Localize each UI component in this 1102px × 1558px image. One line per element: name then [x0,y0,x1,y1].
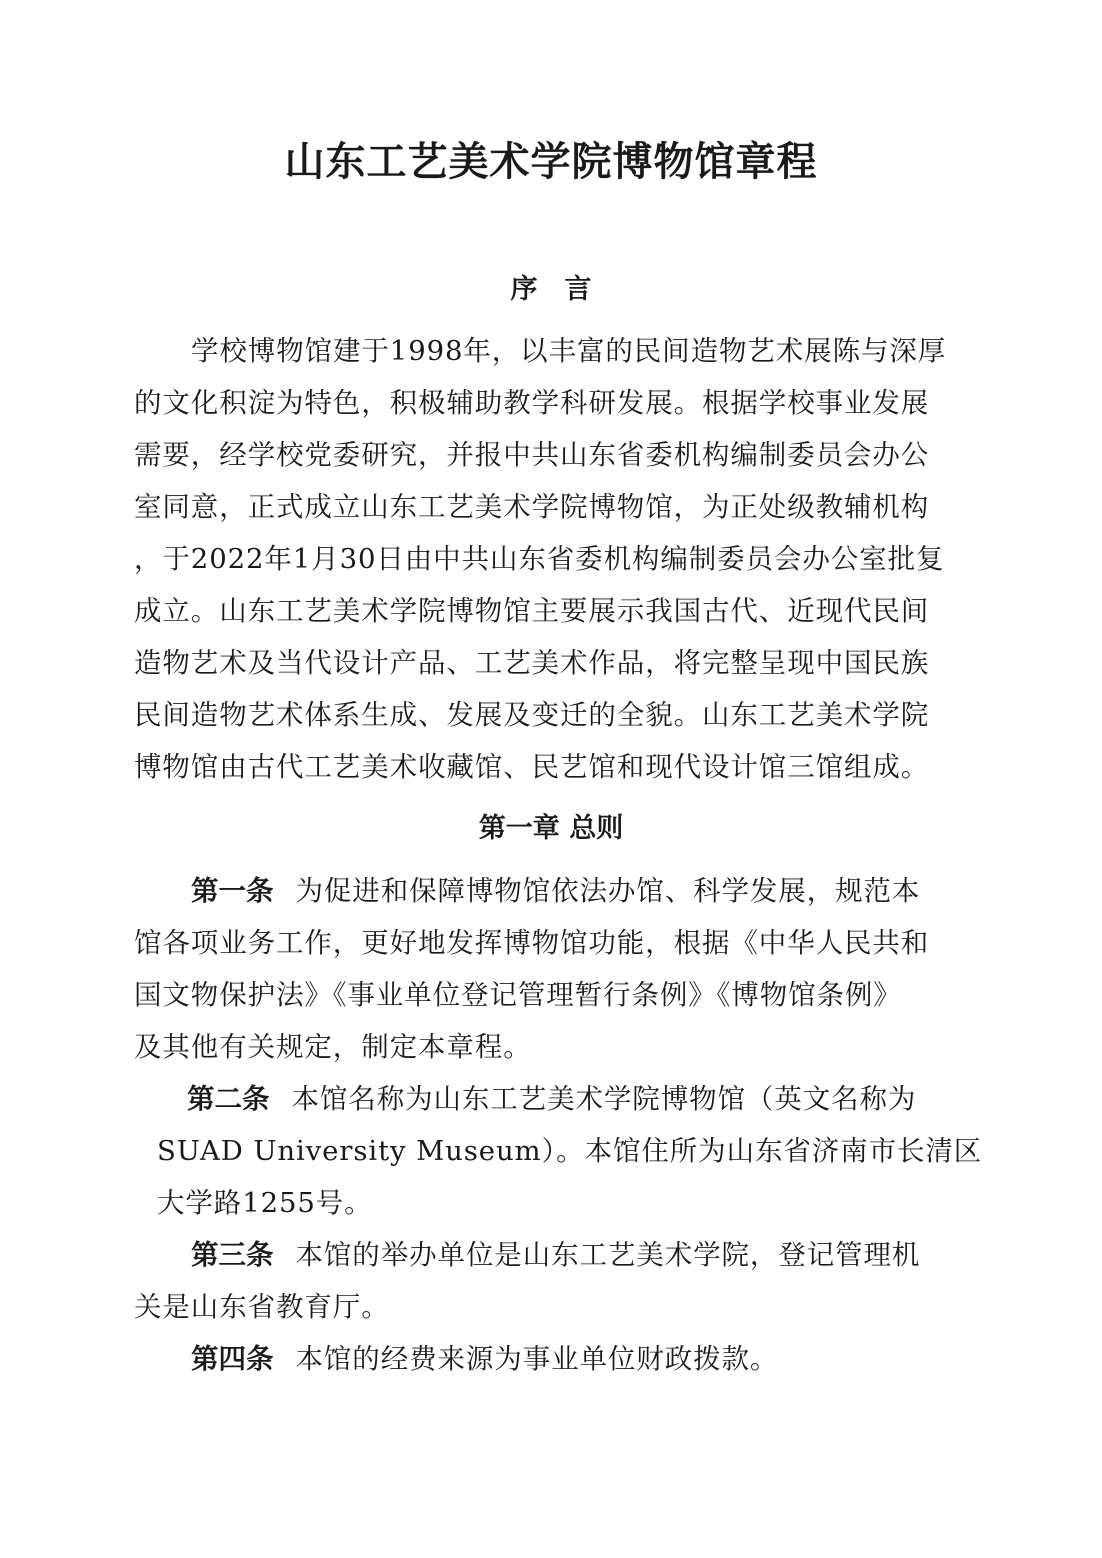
article-1-line-2: 馆各项业务工作，更好地发挥博物馆功能，根据《中华人民共和 [134,927,930,959]
article-2-text-1: 本馆名称为山东工艺美术学院博物馆（英文名称为 [291,1083,917,1115]
document-title: 山东工艺美术学院博物馆章程 [284,138,818,185]
article-3-text-1: 本馆的举办单位是山东工艺美术学院，登记管理机 [295,1239,921,1271]
article-3-line-2: 关是山东省教育厅。 [134,1291,390,1323]
preface-line-4: 室同意，正式成立山东工艺美术学院博物馆，为正处级教辅机构 [134,491,930,523]
preface-line-3: 需要，经学校党委研究，并报中共山东省委机构编制委员会办公 [134,439,930,471]
article-3-label: 第三条 [191,1239,274,1271]
chapter-1-heading: 第一章 总则 [478,813,624,844]
article-1-line-1 [191,871,920,911]
article-2-line-3: 大学路1255号。 [157,1187,373,1219]
article-4-label: 第四条 [191,1343,274,1375]
preface-line-5: ，于2022年1月30日由中共山东省委机构编制委员会办公室批复 [134,543,945,575]
article-2-line-2: SUAD University Museum）。本馆住所为山东省济南市长清区 [157,1135,983,1167]
preface-line-2: 的文化积淀为特色，积极辅助教学科研发展。根据学校事业发展 [134,387,930,419]
article-2-label: 第二条 [187,1083,270,1115]
preface-line-7: 造物艺术及当代设计产品、工艺美术作品，将完整呈现中国民族 [134,647,930,679]
preface-line-8: 民间造物艺术体系生成、发展及变迁的全貌。山东工艺美术学院 [134,699,930,731]
article-3-line-1 [191,1235,920,1275]
article-4-line-1 [191,1339,778,1379]
article-4-text-1: 本馆的经费来源为事业单位财政拨款。 [295,1343,779,1375]
article-1-line-4: 及其他有关规定，制定本章程。 [134,1031,532,1063]
article-1-text-1: 为促进和保障博物馆依法办馆、科学发展，规范本 [295,875,921,907]
preface-heading: 序 言 [510,274,592,305]
article-1-line-3: 国文物保护法》《事业单位登记管理暂行条例》《博物馆条例》 [134,979,902,1011]
preface-line-9: 博物馆由古代工艺美术收藏馆、民艺馆和现代设计馆三馆组成。 [134,751,930,783]
article-2-line-1 [187,1079,916,1119]
article-1-label: 第一条 [191,875,274,907]
preface-line-6: 成立。山东工艺美术学院博物馆主要展示我国古代、近现代民间 [134,595,930,627]
preface-line-1: 学校博物馆建于1998年，以丰富的民间造物艺术展陈与深厚 [191,335,947,367]
